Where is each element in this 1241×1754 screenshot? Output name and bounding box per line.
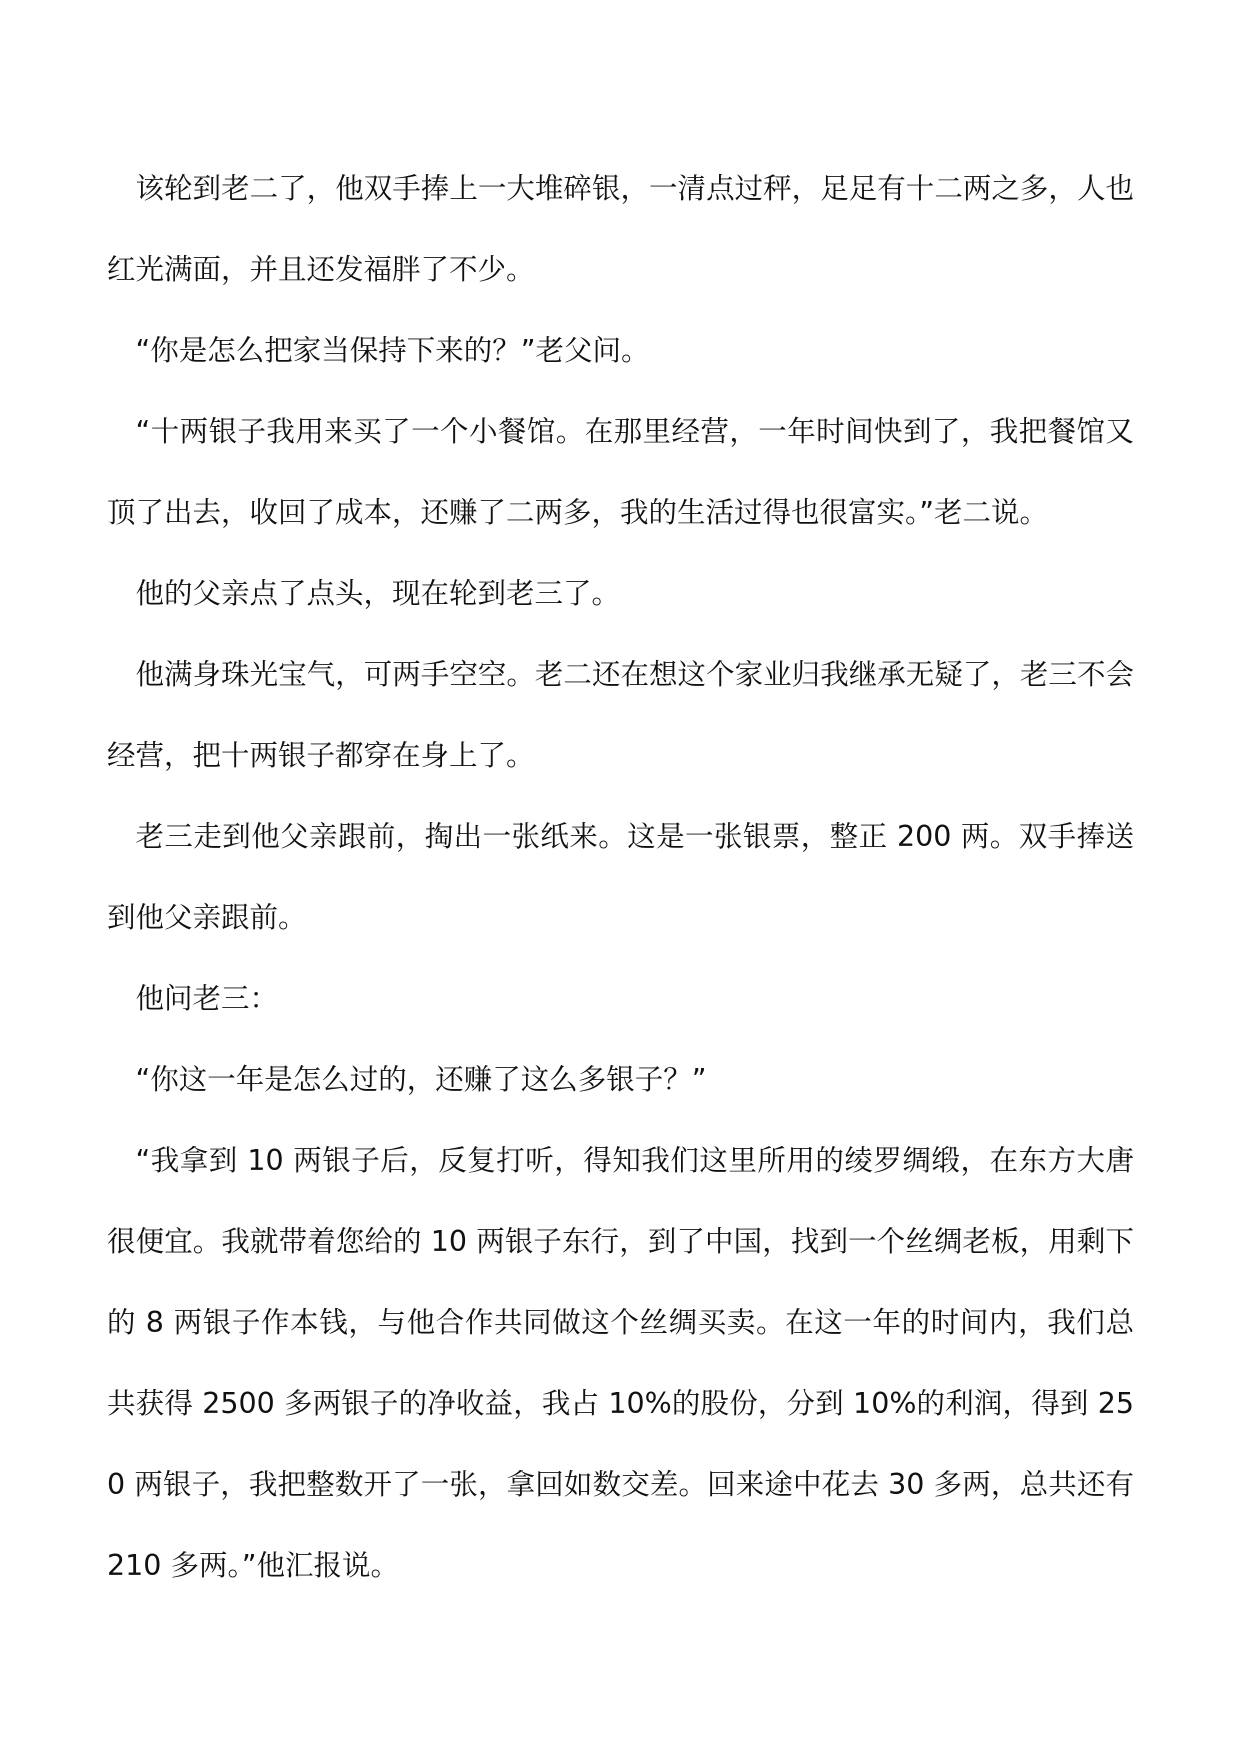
paragraph: 老三走到他父亲跟前，掏出一张纸来。这是一张银票，整正 200 两。双手捧送到他父亲跟前。 <box>107 820 1134 934</box>
document-body <box>107 148 1134 1606</box>
paragraph: “十两银子我用来买了一个小餐馆。在那里经营，一年时间快到了，我把餐馆又顶了出去，收回了成本，还赚了二两多，我的生活过得也很富实。”老二说。 <box>107 415 1134 529</box>
paragraph: 他的父亲点了点头，现在轮到老三了。 <box>135 577 621 610</box>
paragraph: 他问老三： <box>135 982 279 1015</box>
paragraph: 该轮到老二了，他双手捧上一大堆碎银，一清点过秤，足足有十二两之多，人也红光满面，并且还发福胖了不少。 <box>107 172 1134 286</box>
paragraph: 他满身珠光宝气，可两手空空。老二还在想这个家业归我继承无疑了，老三不会经营，把十两银子都穿在身上了。 <box>107 658 1134 772</box>
paragraph: “我拿到 10 两银子后，反复打听，得知我们这里所用的绫罗绸缎，在东方大唐很便宜。我就带着您给的 10 两银子东行，到了中国，找到一个丝绸老板，用剩下的 8 两银子作本钱，与他合作共同做这个丝绸买卖。在这一年的时间内，我们总共获得 2500 多两银子的净收益，我占 10%的股份，分到 10%的利润，得到 250 两银子，我把整数开了一张，拿回如数交差。回来途中花去 30 多两，总共还有 210 多两。”他汇报说。 <box>107 1144 1134 1582</box>
paragraph: “你是怎么把家当保持下来的？”老父问。 <box>135 334 650 367</box>
paragraph: “你这一年是怎么过的，还赚了这么多银子？” <box>135 1063 707 1096</box>
